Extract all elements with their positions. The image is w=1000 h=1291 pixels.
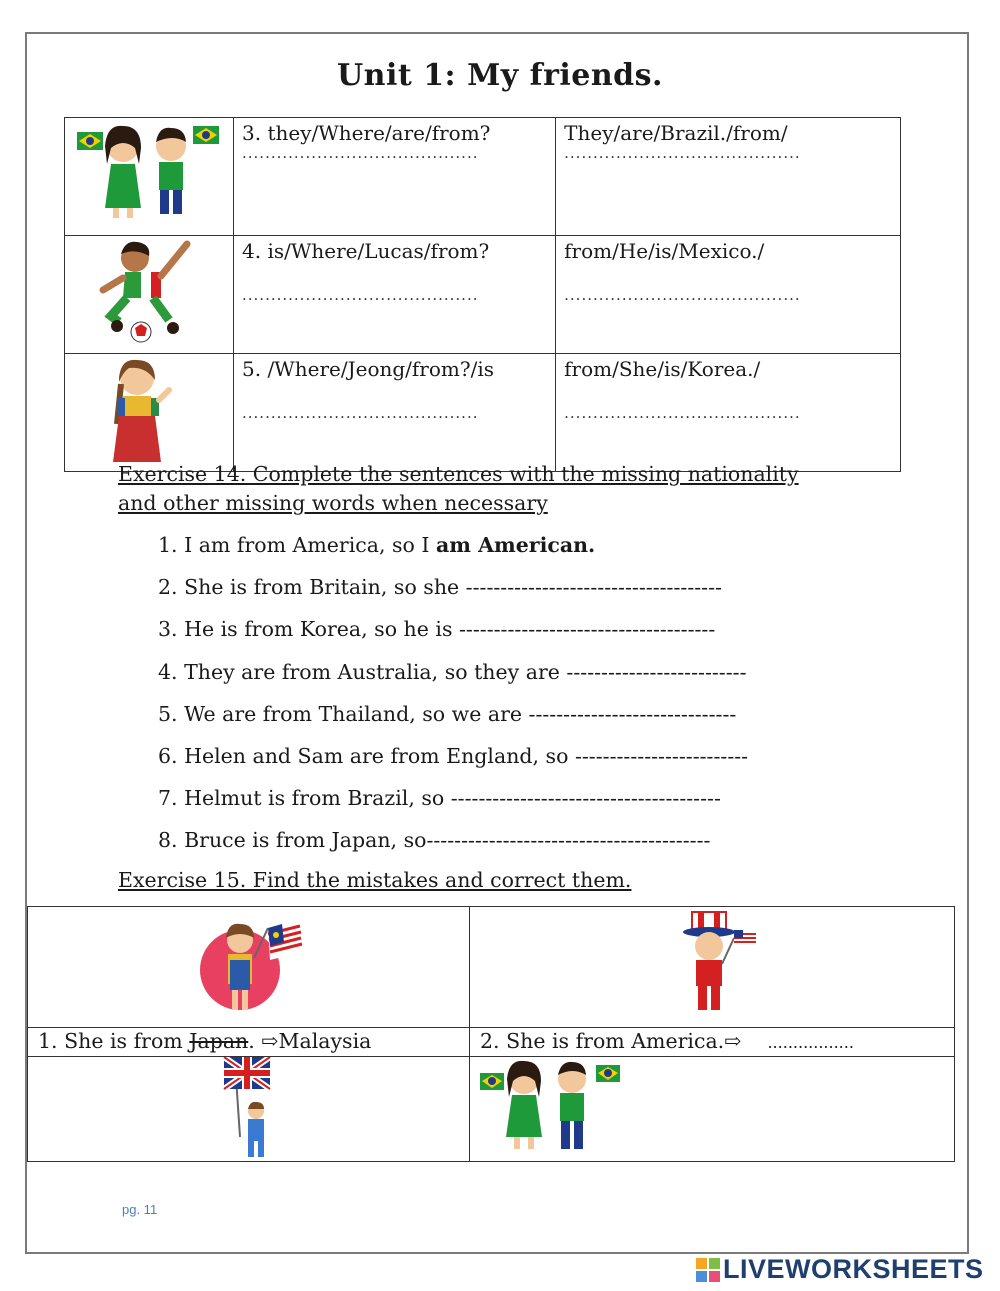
- mistakes-table: [27, 906, 955, 1162]
- answer-blank[interactable]: .........................................: [242, 286, 479, 304]
- answer-blank[interactable]: ------------------------------: [528, 701, 737, 726]
- answer-blank[interactable]: -----------------------------------------: [426, 828, 711, 853]
- reorder-table: [64, 117, 901, 472]
- exercise-14-title-line1: Exercise 14. Complete the sentences with the missing nationality: [118, 462, 799, 486]
- list-item: [158, 823, 748, 865]
- brazil-kids-illustration-2: [470, 1057, 955, 1162]
- exercise-15-heading: Exercise 15. Find the mistakes and correct them.: [118, 868, 632, 892]
- brand-grid-icon: [696, 1258, 720, 1282]
- brazil-kids-illustration: [65, 118, 234, 236]
- mistake-cell-1: [28, 1028, 470, 1057]
- table-row: [65, 354, 901, 472]
- korea-girl-illustration: [65, 354, 234, 472]
- scrambled-words: from/She/is/Korea./: [564, 357, 761, 381]
- sentence-text: 1. She is from: [38, 1029, 190, 1053]
- list-item: [158, 570, 748, 612]
- answer-blank[interactable]: .........................................: [242, 144, 479, 162]
- list-item: [158, 697, 748, 739]
- struck-word: Japan: [189, 1029, 249, 1053]
- sentence-text: 7. Helmut is from Brazil, so: [158, 786, 451, 811]
- uk-boy-illustration: [28, 1057, 470, 1162]
- sentence-text: 3. He is from Korea, so he is: [158, 617, 459, 642]
- answer-blank[interactable]: -------------------------------------: [465, 575, 722, 600]
- sentence-text: 4. They are from Australia, so they are: [158, 659, 567, 684]
- sentence-text: 1. I am from America, so I: [158, 533, 437, 557]
- arrow-icon: ⇨: [724, 1029, 742, 1053]
- mexico-soccer-boy-illustration: [65, 236, 234, 354]
- correction-text: Malaysia: [278, 1029, 372, 1053]
- malaysia-girl-illustration: [28, 907, 470, 1028]
- sentence-text: 8. Bruce is from Japan, so: [158, 828, 427, 853]
- question-text: 4. is/Where/Lucas/from?: [242, 239, 490, 263]
- page-number: pg. 11: [122, 1202, 158, 1217]
- sentence-text: 6. Helen and Sam are from England, so: [158, 743, 575, 768]
- list-item: [158, 781, 748, 823]
- table-row: [28, 1057, 955, 1162]
- list-item: [158, 612, 748, 654]
- arrow-icon: ⇨: [261, 1029, 279, 1053]
- answer-blank[interactable]: .................: [767, 1033, 854, 1052]
- list-item: [158, 655, 748, 697]
- table-row: [65, 118, 901, 236]
- answer-blank[interactable]: -------------------------: [574, 743, 749, 768]
- sentence-text: .: [248, 1029, 262, 1053]
- sentence-text: 2. She is from America.: [480, 1029, 725, 1053]
- question-text: 3. they/Where/are/from?: [242, 121, 491, 145]
- table-row: [65, 236, 901, 354]
- answer-blank[interactable]: .........................................: [564, 286, 801, 304]
- exercise-14-title-line2: and other missing words when necessary: [118, 491, 548, 515]
- answer-blank[interactable]: .........................................: [564, 144, 801, 162]
- liveworksheets-logo: [696, 1254, 984, 1285]
- answer-blank[interactable]: -------------------------------------: [459, 617, 716, 642]
- table-row: [28, 1028, 955, 1057]
- brand-name: LIVEWORKSHEETS: [723, 1254, 984, 1284]
- exercise-14-heading: [118, 460, 799, 518]
- list-item: [158, 528, 748, 570]
- mistake-cell-2: [470, 1028, 955, 1057]
- answer-blank[interactable]: --------------------------: [566, 659, 747, 684]
- answer-blank[interactable]: .........................................: [242, 404, 479, 422]
- answer-blank[interactable]: ---------------------------------------: [450, 786, 721, 811]
- sentence-text: 5. We are from Thailand, so we are: [158, 701, 529, 726]
- table-row: [28, 907, 955, 1028]
- exercise-14-list: [158, 528, 748, 866]
- example-answer: am American.: [436, 533, 596, 557]
- page-title: Unit 1: My friends.: [337, 58, 663, 93]
- usa-boy-illustration: [470, 907, 955, 1028]
- list-item: [158, 739, 748, 781]
- sentence-text: 2. She is from Britain, so she: [158, 575, 466, 600]
- question-text: 5. /Where/Jeong/from?/is: [242, 357, 494, 381]
- scrambled-words: from/He/is/Mexico./: [564, 239, 765, 263]
- scrambled-words: They/are/Brazil./from/: [564, 121, 788, 145]
- answer-blank[interactable]: .........................................: [564, 404, 801, 422]
